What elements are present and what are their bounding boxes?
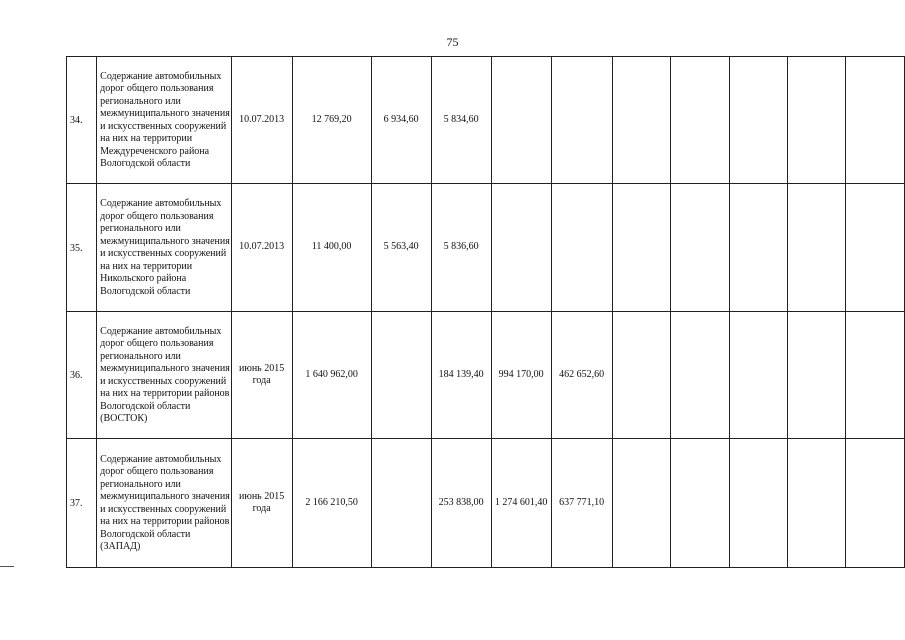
empty-cell bbox=[729, 439, 787, 568]
row-value-4 bbox=[551, 184, 612, 312]
row-value-1 bbox=[371, 439, 431, 568]
empty-cell bbox=[846, 312, 905, 439]
row-value-3: 1 274 601,40 bbox=[491, 439, 551, 568]
row-total: 12 769,20 bbox=[292, 57, 371, 184]
row-value-3 bbox=[491, 57, 551, 184]
empty-cell bbox=[788, 57, 846, 184]
empty-cell bbox=[671, 184, 729, 312]
row-date: 10.07.2013 bbox=[231, 184, 292, 312]
row-date: июнь 2015 года bbox=[231, 312, 292, 439]
empty-cell bbox=[671, 57, 729, 184]
row-number: 37. bbox=[67, 439, 97, 568]
row-number: 36. bbox=[67, 312, 97, 439]
row-value-3 bbox=[491, 184, 551, 312]
row-total: 2 166 210,50 bbox=[292, 439, 371, 568]
row-value-4: 462 652,60 bbox=[551, 312, 612, 439]
empty-cell bbox=[612, 312, 670, 439]
row-name: Содержание автомобильных дорог общего пользования регионального или межмуниципального значения и искусственных сооружений на них на территории районов Вологодской области (ВОСТОК) bbox=[97, 312, 231, 439]
row-value-4: 637 771,10 bbox=[551, 439, 612, 568]
empty-cell bbox=[788, 312, 846, 439]
row-total: 11 400,00 bbox=[292, 184, 371, 312]
row-value-1 bbox=[371, 312, 431, 439]
page-number: 75 bbox=[446, 35, 459, 49]
empty-cell bbox=[846, 439, 905, 568]
row-value-3: 994 170,00 bbox=[491, 312, 551, 439]
row-name: Содержание автомобильных дорог общего пользования регионального или межмуниципального значения и искусственных сооружений на них на территории Никольского района Вологодской области bbox=[97, 184, 231, 312]
row-value-2: 5 834,60 bbox=[431, 57, 491, 184]
empty-cell bbox=[612, 184, 670, 312]
empty-cell bbox=[729, 184, 787, 312]
empty-cell bbox=[729, 57, 787, 184]
row-value-2: 184 139,40 bbox=[431, 312, 491, 439]
row-value-1: 6 934,60 bbox=[371, 57, 431, 184]
row-date: июнь 2015 года bbox=[231, 439, 292, 568]
empty-cell bbox=[612, 439, 670, 568]
empty-cell bbox=[846, 57, 905, 184]
budget-table bbox=[66, 56, 905, 568]
empty-cell bbox=[729, 312, 787, 439]
empty-cell bbox=[612, 57, 670, 184]
table-row bbox=[67, 312, 905, 439]
row-name: Содержание автомобильных дорог общего пользования регионального или межмуниципального значения и искусственных сооружений на них на территории районов Вологодской области (ЗАПАД) bbox=[97, 439, 231, 568]
table-row bbox=[67, 184, 905, 312]
empty-cell bbox=[671, 439, 729, 568]
empty-cell bbox=[788, 439, 846, 568]
table-row bbox=[67, 57, 905, 184]
table-row bbox=[67, 439, 905, 568]
row-value-2: 253 838,00 bbox=[431, 439, 491, 568]
row-number: 34. bbox=[67, 57, 97, 184]
row-name: Содержание автомобильных дорог общего пользования регионального или межмуниципального значения и искусственных сооружений на них на территории Междуреченского района Вологодской области bbox=[97, 57, 231, 184]
row-value-1: 5 563,40 bbox=[371, 184, 431, 312]
empty-cell bbox=[846, 184, 905, 312]
row-value-4 bbox=[551, 57, 612, 184]
row-total: 1 640 962,00 bbox=[292, 312, 371, 439]
row-number: 35. bbox=[67, 184, 97, 312]
margin-mark bbox=[0, 566, 14, 567]
row-value-2: 5 836,60 bbox=[431, 184, 491, 312]
empty-cell bbox=[671, 312, 729, 439]
row-date: 10.07.2013 bbox=[231, 57, 292, 184]
empty-cell bbox=[788, 184, 846, 312]
